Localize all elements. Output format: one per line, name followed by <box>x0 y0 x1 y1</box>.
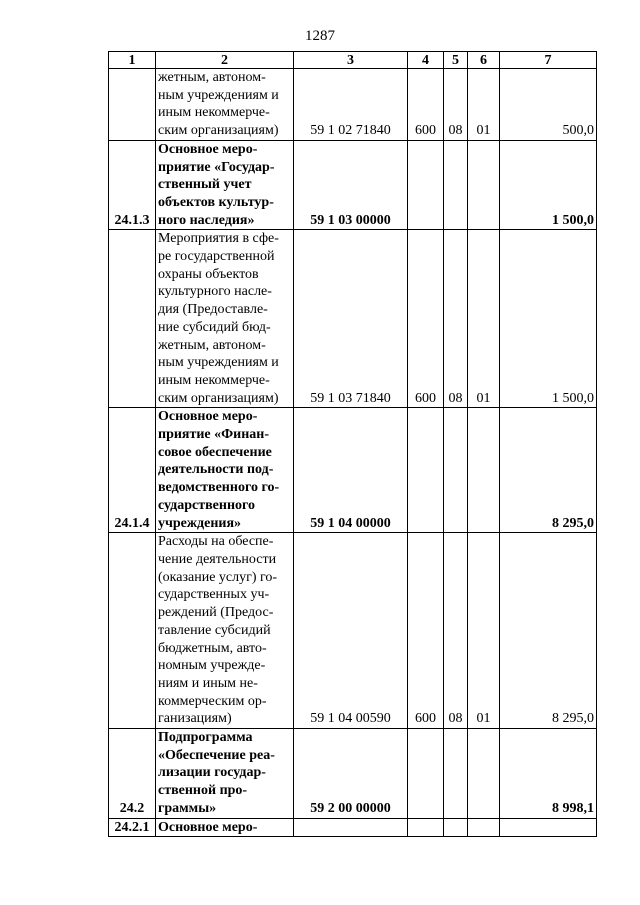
row-subsection <box>468 729 500 819</box>
table-row <box>109 69 597 141</box>
row-name <box>156 140 294 230</box>
name-line: лизации государ- <box>158 765 266 781</box>
name-line: приятие «Государ- <box>158 159 275 175</box>
name-line: Мероприятия в сфе- <box>158 231 279 247</box>
row-section <box>444 818 468 837</box>
name-line: ведомственного го- <box>158 480 280 496</box>
row-target-code <box>294 818 408 837</box>
table-row <box>109 408 597 533</box>
header-col-7: 7 <box>500 52 597 69</box>
name-line: ственный учет <box>158 177 252 193</box>
row-name <box>156 408 294 533</box>
row-number: 24.1.3 <box>109 140 156 230</box>
name-line: иным некоммерче- <box>158 372 270 388</box>
row-section: 08 <box>444 230 468 408</box>
row-expense-type <box>408 140 444 230</box>
row-name <box>156 533 294 729</box>
table-row <box>109 533 597 729</box>
row-number <box>109 230 156 408</box>
page-number: 1287 <box>305 28 335 44</box>
row-target-code: 59 2 00 00000 <box>294 729 408 819</box>
row-subsection: 01 <box>468 533 500 729</box>
header-col-4: 4 <box>408 52 444 69</box>
row-target-code: 59 1 03 71840 <box>294 230 408 408</box>
row-name <box>156 69 294 141</box>
table-body <box>109 69 597 837</box>
name-line: чение деятельности <box>158 551 277 567</box>
row-target-code: 59 1 04 00590 <box>294 533 408 729</box>
header-col-5: 5 <box>444 52 468 69</box>
row-amount: 8 295,0 <box>500 408 597 533</box>
row-section <box>444 408 468 533</box>
row-amount <box>500 818 597 837</box>
name-line: жетным, автоном- <box>158 337 266 353</box>
name-line: Основное меро- <box>158 409 258 425</box>
row-amount: 1 500,0 <box>500 230 597 408</box>
name-line: бюджетным, авто- <box>158 640 267 656</box>
row-expense-type <box>408 408 444 533</box>
table-row <box>109 140 597 230</box>
name-line: ние субсидий бюд- <box>158 319 271 335</box>
table-row <box>109 818 597 837</box>
row-amount: 500,0 <box>500 69 597 141</box>
name-line: ниям и иным не- <box>158 675 258 691</box>
name-line: Основное меро- <box>158 819 258 835</box>
name-line: Подпрограмма <box>158 730 253 746</box>
row-target-code: 59 1 04 00000 <box>294 408 408 533</box>
header-col-6: 6 <box>468 52 500 69</box>
name-line: совое обеспечение <box>158 444 272 460</box>
row-expense-type <box>408 729 444 819</box>
budget-table <box>108 51 597 837</box>
row-number: 24.2 <box>109 729 156 819</box>
name-line: учреждения» <box>158 515 242 531</box>
header-col-2: 2 <box>156 52 294 69</box>
name-line: Основное меро- <box>158 141 258 157</box>
row-number <box>109 69 156 141</box>
name-line: (оказание услуг) го- <box>158 569 278 585</box>
row-target-code: 59 1 03 00000 <box>294 140 408 230</box>
name-line: жетным, автоном- <box>158 70 266 85</box>
name-line: сударственных уч- <box>158 587 270 603</box>
name-line: сударственного <box>158 497 256 513</box>
name-line: охраны объектов <box>158 266 259 282</box>
header-col-3: 3 <box>294 52 408 69</box>
name-line: деятельности под- <box>158 462 274 478</box>
row-name <box>156 729 294 819</box>
row-name <box>156 818 294 837</box>
name-line: ским организациям) <box>158 123 279 139</box>
row-number: 24.1.4 <box>109 408 156 533</box>
name-line: культурного насле- <box>158 284 272 300</box>
name-line: ного наследия» <box>158 212 255 228</box>
name-line: ственной про- <box>158 783 248 799</box>
row-subsection: 01 <box>468 69 500 141</box>
name-line: иным некоммерче- <box>158 105 270 121</box>
name-line: ским организациям) <box>158 390 279 406</box>
name-line: коммерческим ор- <box>158 693 267 709</box>
row-subsection <box>468 408 500 533</box>
row-amount: 8 295,0 <box>500 533 597 729</box>
row-expense-type <box>408 818 444 837</box>
name-line: дия (Предоставле- <box>158 302 268 318</box>
row-expense-type: 600 <box>408 230 444 408</box>
header-row <box>109 52 597 69</box>
row-subsection: 01 <box>468 230 500 408</box>
name-line: тавление субсидий <box>158 622 271 638</box>
row-number: 24.2.1 <box>109 818 156 837</box>
header-col-1: 1 <box>109 52 156 69</box>
row-section: 08 <box>444 533 468 729</box>
name-line: ре государственной <box>158 249 275 265</box>
name-line: ганизациям) <box>158 711 232 727</box>
row-amount: 8 998,1 <box>500 729 597 819</box>
name-line: ным учреждениям и <box>158 87 279 103</box>
row-section <box>444 729 468 819</box>
row-amount: 1 500,0 <box>500 140 597 230</box>
name-line: объектов культур- <box>158 194 274 210</box>
table-row <box>109 729 597 819</box>
row-subsection <box>468 818 500 837</box>
table-row <box>109 230 597 408</box>
row-subsection <box>468 140 500 230</box>
row-section <box>444 140 468 230</box>
name-line: «Обеспечение реа- <box>158 747 275 763</box>
row-number <box>109 533 156 729</box>
row-name <box>156 230 294 408</box>
name-line: ным учреждениям и <box>158 355 279 371</box>
row-expense-type: 600 <box>408 533 444 729</box>
row-section: 08 <box>444 69 468 141</box>
name-line: приятие «Финан- <box>158 427 270 443</box>
row-expense-type: 600 <box>408 69 444 141</box>
name-line: Расходы на обеспе- <box>158 534 274 550</box>
name-line: реждений (Предос- <box>158 605 274 621</box>
row-target-code: 59 1 02 71840 <box>294 69 408 141</box>
name-line: граммы» <box>158 800 217 816</box>
name-line: номным учрежде- <box>158 658 266 674</box>
